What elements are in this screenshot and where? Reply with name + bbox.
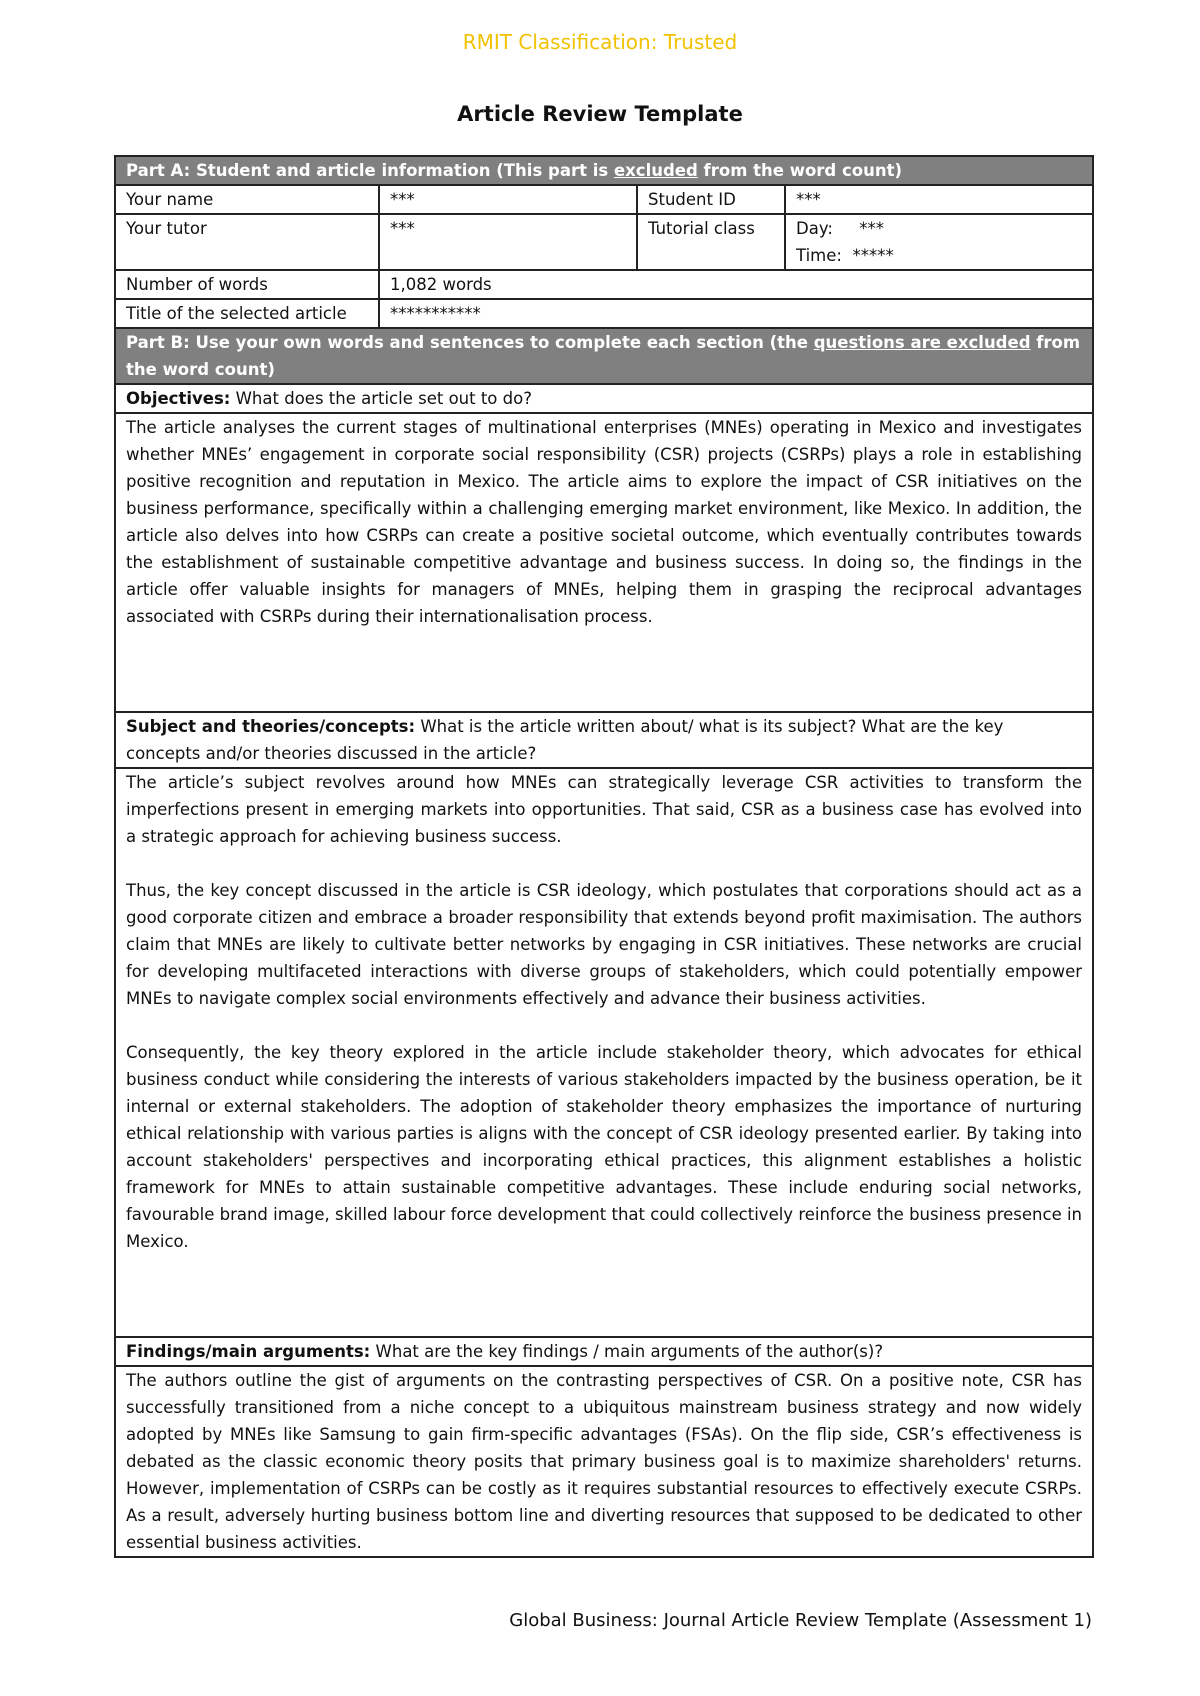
student-id-value[interactable]: *** <box>785 185 1093 214</box>
subject-answer-paragraph: The article’s subject revolves around how MNEs can strategically leverage CSR activities to transform the imperfections present in emerging markets into opportunities. That said, CSR as a business case has evolved into a strategic approach for achieving business success. <box>126 773 1083 846</box>
objectives-answer[interactable]: The article analyses the current stages of multinational enterprises (MNEs) operating in Mexico and investigates whether MNEs’ engagement in corporate social responsibility (CSR) projects (CSRPs) plays a role in establishing positive recognition and reputation in Mexico. The article aims to explore the impact of CSR initiatives on the business performance, specifically within a challenging emerging market environment, like Mexico. In addition, the article also delves into how CSRPs can create a positive societal outcome, which eventually contributes towards the establishment of sustainable competitive advantage and business success. In doing so, the findings in the article offer valuable insights for managers of MNEs, helping them in grasping the reciprocal advantages associated with CSRPs during their internationalisation process. <box>115 413 1093 712</box>
subject-question-row <box>115 712 1093 768</box>
findings-answer-row <box>115 1366 1093 1557</box>
subject-answer[interactable] <box>115 768 1093 1337</box>
findings-answer[interactable]: The authors outline the gist of arguments on the contrasting perspectives of CSR. On a positive note, CSR has successfully transitioned from a niche concept to a ubiquitous mainstream business strategy and now widely adopted by MNEs like Samsung to gain firm-specific advantages (FSAs). On the flip side, CSR’s effectiveness is debated as the classic economic theory posits that primary business goal is to maximize shareholders' returns. However, implementation of CSRPs can be costly as it requires substantial resources to effectively execute CSRPs. As a result, adversely hurting business bottom line and diverting resources that supposed to be dedicated to other essential business activities. <box>115 1366 1093 1557</box>
objectives-question-row <box>115 384 1093 413</box>
name-label: Your name <box>115 185 379 214</box>
part-b-heading-row <box>115 328 1093 384</box>
time-value: ***** <box>852 246 894 265</box>
subject-answer-row <box>115 768 1093 1337</box>
objectives-question: Objectives: What does the article set out to do? <box>115 384 1093 413</box>
day-label: Day: <box>796 219 833 238</box>
subject-answer-paragraph: Consequently, the key theory explored in the article include stakeholder theory, which advocates for ethical business conduct while considering the interests of various stakeholders impacted by the business operation, be it internal or external stakeholders. The adoption of stakeholder theory emphasizes the importance of nurturing ethical relationship with various parties is aligns with the concept of CSR ideology presented earlier. By taking into account stakeholders' perspectives and incorporating ethical practices, this alignment establishes a holistic framework for MNEs to attain sustainable competitive advantages. These include enduring social networks, favourable brand image, skilled labour force development that could collectively reinforce the business presence in Mexico. <box>126 1043 1083 1251</box>
findings-question: Findings/main arguments: What are the key findings / main arguments of the author(s)? <box>115 1337 1093 1366</box>
page-footer: Global Business: Journal Article Review Template (Assessment 1) <box>509 1610 1092 1631</box>
student-id-label: Student ID <box>637 185 785 214</box>
word-count-label: Number of words <box>115 270 379 299</box>
name-value[interactable]: *** <box>379 185 637 214</box>
article-title-label: Title of the selected article <box>115 299 379 328</box>
tutorial-class-value[interactable] <box>785 214 1093 270</box>
word-count-row <box>115 270 1093 299</box>
part-a-heading-row <box>115 156 1093 185</box>
name-row <box>115 185 1093 214</box>
document-title: Article Review Template <box>457 102 743 126</box>
part-b-heading: Part B: Use your own words and sentences to complete each section (the questions are excluded from the word count) <box>115 328 1093 384</box>
part-a-heading: Part A: Student and article information (This part is excluded from the word count) <box>115 156 1093 185</box>
review-table <box>114 155 1094 1558</box>
tutorial-class-label: Tutorial class <box>637 214 785 270</box>
objectives-answer-row <box>115 413 1093 712</box>
word-count-value[interactable]: 1,082 words <box>379 270 1093 299</box>
article-title-value[interactable]: *********** <box>379 299 1093 328</box>
findings-question-row <box>115 1337 1093 1366</box>
tutor-row <box>115 214 1093 270</box>
tutor-label: Your tutor <box>115 214 379 270</box>
time-label: Time: <box>796 246 842 265</box>
classification-label: RMIT Classification: Trusted <box>462 30 738 54</box>
subject-answer-paragraph: Thus, the key concept discussed in the article is CSR ideology, which postulates that corporations should act as a good corporate citizen and embrace a broader responsibility that extends beyond profit maximisation. The authors claim that MNEs are likely to cultivate better networks by engaging in CSR initiatives. These networks are crucial for developing multifaceted interactions with diverse groups of stakeholders, which could potentially empower MNEs to navigate complex social environments effectively and advance their business activities. <box>126 881 1083 1008</box>
tutor-value[interactable]: *** <box>379 214 637 270</box>
article-title-row <box>115 299 1093 328</box>
subject-question: Subject and theories/concepts: What is the article written about/ what is its subject? What are the key concepts and/or theories discussed in the article? <box>115 712 1093 768</box>
day-value: *** <box>859 219 884 238</box>
